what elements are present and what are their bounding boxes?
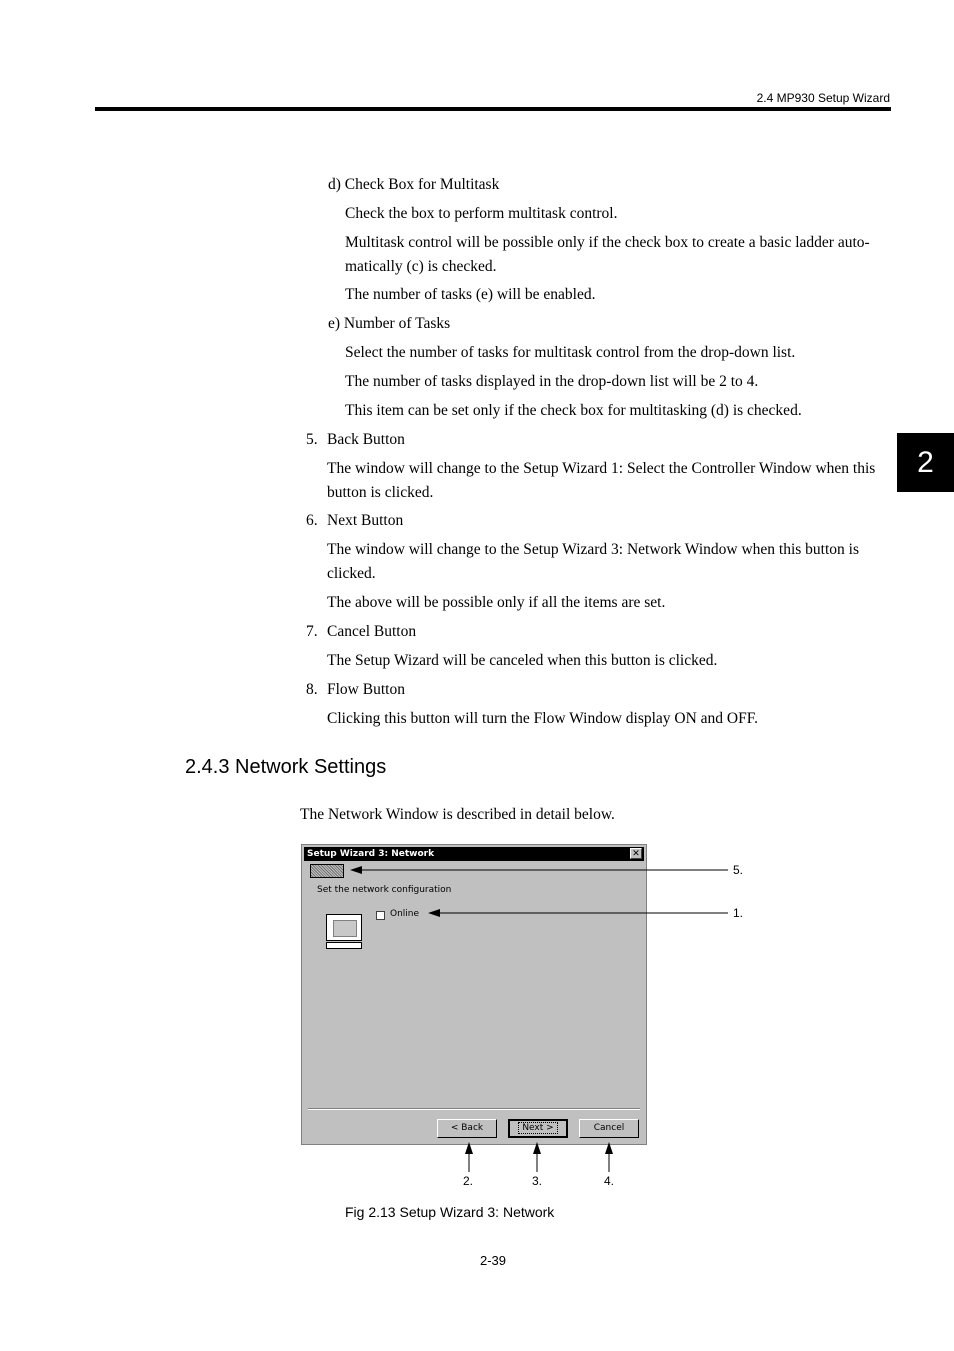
instruction-text: Set the network configuration [317, 885, 452, 895]
item-e-title: e) Number of Tasks [328, 315, 451, 332]
dialog-title: Setup Wizard 3: Network [307, 849, 435, 859]
callout-5: 5. [733, 863, 744, 877]
item-6-title: Next Button [327, 512, 404, 529]
next-button-label: Next > [518, 1122, 557, 1134]
item-5-title: Back Button [327, 431, 405, 448]
section-heading: 2.4.3 Network Settings [185, 756, 387, 778]
item-6-text-2: The above will be possible only if all the items are set. [327, 594, 666, 611]
close-icon[interactable]: ✕ [630, 848, 642, 859]
item-7-text: The Setup Wizard will be canceled when this button is clicked. [327, 652, 718, 669]
item-5-number: 5. [306, 431, 318, 448]
callout-3: 3. [532, 1174, 543, 1188]
arrow-3-head [533, 1142, 541, 1154]
item-5-text-a: The window will change to the Setup Wizard 1: Select the Controller Window when this [327, 460, 876, 477]
item-d-text-3: The number of tasks (e) will be enabled. [345, 286, 596, 303]
cancel-button[interactable]: Cancel [579, 1119, 639, 1138]
item-d-text-1: Check the box to perform multitask control. [345, 205, 618, 222]
item-7-number: 7. [306, 623, 318, 640]
callout-1: 1. [733, 906, 744, 920]
figure-caption: Fig 2.13 Setup Wizard 3: Network [345, 1204, 555, 1220]
item-e-text-1: Select the number of tasks for multitask control from the drop-down list. [345, 344, 796, 361]
running-header: 2.4 MP930 Setup Wizard [756, 91, 890, 105]
item-8-number: 8. [306, 681, 318, 698]
back-button[interactable]: < Back [437, 1119, 497, 1138]
arrow-4-head [605, 1142, 613, 1154]
item-6-text-b: clicked. [327, 565, 376, 582]
chapter-tab: 2 [897, 433, 954, 492]
item-8-title: Flow Button [327, 681, 405, 698]
item-e-text-2: The number of tasks displayed in the drop-down list will be 2 to 4. [345, 373, 759, 390]
item-d-title: d) Check Box for Multitask [328, 176, 500, 193]
item-d-text-2a: Multitask control will be possible only if the check box to create a basic ladder auto- [345, 234, 870, 251]
online-label: Online [390, 909, 420, 919]
item-6-number: 6. [306, 512, 318, 529]
item-5-text-b: button is clicked. [327, 484, 434, 501]
item-e-text-3: This item can be set only if the check box for multitasking (d) is checked. [345, 402, 802, 419]
item-d-text-2b: matically (c) is checked. [345, 258, 497, 275]
callout-4: 4. [604, 1174, 615, 1188]
arrow-5-head [350, 866, 362, 874]
section-intro: The Network Window is described in detail below. [300, 806, 615, 823]
page-number: 2-39 [480, 1253, 507, 1268]
item-7-title: Cancel Button [327, 623, 417, 640]
arrow-2-head [465, 1142, 473, 1154]
item-8-text: Clicking this button will turn the Flow Window display ON and OFF. [327, 710, 758, 727]
item-6-text-a: The window will change to the Setup Wizard 3: Network Window when this button is [327, 541, 859, 558]
arrow-1-head [428, 909, 440, 917]
callout-2: 2. [463, 1174, 474, 1188]
